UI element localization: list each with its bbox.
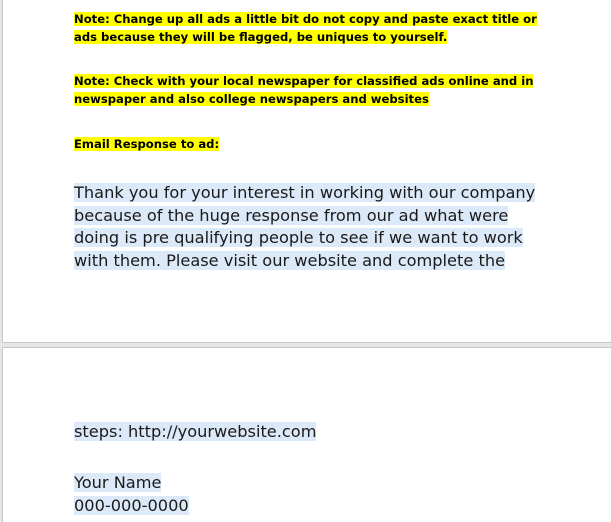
- body-line-3: doing is pre qualifying people to see if we want to work: [74, 228, 523, 247]
- email-response-body: [74, 182, 554, 272]
- signature-name: Your Name: [74, 473, 162, 492]
- document-page-2: [2, 347, 611, 522]
- note-local-newspaper-text: Note: Check with your local newspaper for classified ads online and in newspaper and also college newspapers and websites: [74, 74, 534, 106]
- body-line-4: with them. Please visit our website and complete the: [74, 250, 506, 270]
- document-page-1: [2, 0, 611, 343]
- body-line-2: because of the huge response from our ad what were: [74, 205, 509, 225]
- email-response-heading-text: Email Response to ad:: [74, 137, 220, 151]
- note-local-newspaper: [74, 72, 544, 108]
- email-response-heading: [74, 135, 544, 153]
- signature-block: [74, 472, 554, 517]
- body-line-1: Thank you for your interest in working with our company: [74, 183, 536, 202]
- steps-line-text: steps: http://yourwebsite.com: [74, 422, 317, 441]
- note-change-ads: [74, 10, 544, 46]
- steps-line: [74, 421, 554, 444]
- signature-phone: 000-000-0000: [74, 495, 189, 515]
- note-change-ads-text: Note: Change up all ads a little bit do not copy and paste exact title or ads because they will be flagged, be uniques to yourself.: [74, 12, 537, 44]
